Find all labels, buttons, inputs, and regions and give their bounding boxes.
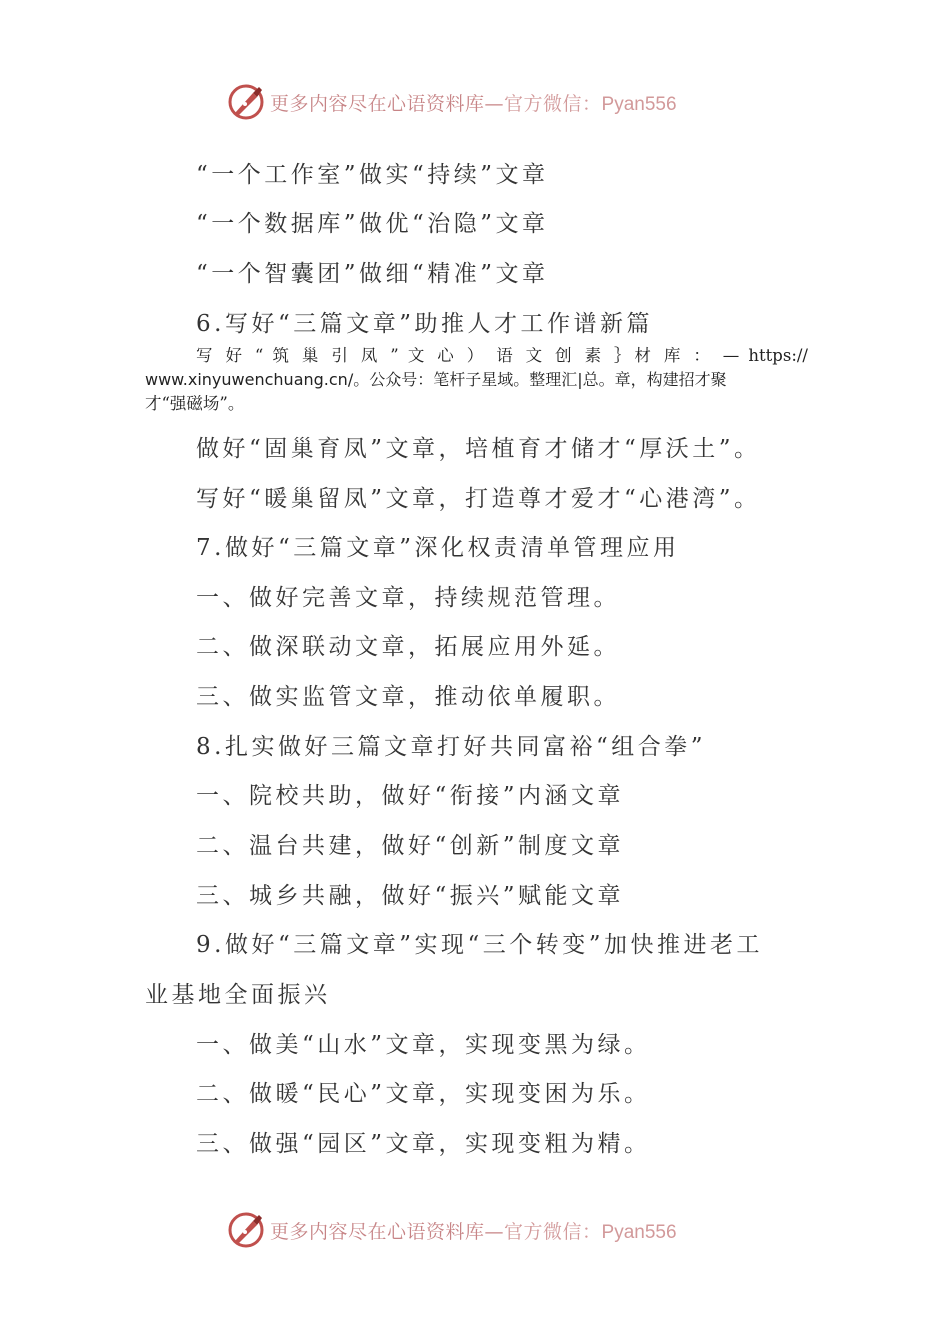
footer-banner-main: 更多内容尽在心语资料库—: [270, 1220, 505, 1243]
text-line: 二、做暖“民心”文章，实现变困为乐。: [196, 1081, 651, 1107]
section-heading: 8.扎实做好三篇文章打好共同富裕“组合拳”: [196, 734, 706, 760]
text-line: “一个智囊团”做细“精准”文章: [196, 261, 549, 287]
footer-banner-wx: 官方微信：: [504, 1220, 602, 1243]
header-banner: [226, 80, 746, 124]
text-line: 一、院校共助，做好“衔接”内涵文章: [196, 783, 625, 809]
inline-note: [145, 344, 808, 416]
pen-nib-logo-icon: [226, 1210, 266, 1250]
text-line: 三、城乡共融，做好“振兴”赋能文章: [196, 883, 625, 909]
footer-banner: [226, 1208, 746, 1252]
section-heading: 7.做好“三篇文章”深化权责清单管理应用: [196, 535, 680, 561]
note-row-2: www.xinyuwenchuang.cn/。公众号：笔杆子星域。整理汇|总。章，构建招才聚: [145, 370, 727, 389]
section-heading: 9.做好“三篇文章”实现“三个转变”加快推进老工: [196, 932, 763, 958]
section-heading-continued: 业基地全面振兴: [145, 982, 331, 1008]
header-banner-text: [270, 89, 677, 116]
text-line: “一个数据库”做优“治隐”文章: [196, 211, 549, 237]
note-row-1: 写 好 “ 筑 巢 引 凤 ” 文 心 ） 语 文 创 素 ｝材 库 ： — https://: [196, 346, 808, 365]
footer-banner-text: [270, 1217, 677, 1244]
text-line: 一、做好完善文章，持续规范管理。: [196, 585, 620, 611]
header-banner-wx: 官方微信：: [504, 92, 602, 115]
text-line: 做好“固巢育凤”文章，培植育才储才“厚沃土”。: [196, 436, 761, 462]
text-line: 二、做深联动文章，拓展应用外延。: [196, 634, 620, 660]
section-heading: 6.写好“三篇文章”助推人才工作谱新篇: [196, 311, 653, 337]
header-banner-main: 更多内容尽在心语资料库—: [270, 92, 505, 115]
text-line: 三、做强“园区”文章，实现变粗为精。: [196, 1131, 651, 1157]
footer-banner-id: Pyan556: [601, 1221, 677, 1243]
text-line: 一、做美“山水”文章，实现变黑为绿。: [196, 1032, 651, 1058]
text-line: “一个工作室”做实“持续”文章: [196, 162, 549, 188]
pen-nib-logo-icon: [226, 82, 266, 122]
text-line: 三、做实监管文章，推动依单履职。: [196, 684, 620, 710]
text-line: 二、温台共建，做好“创新”制度文章: [196, 833, 625, 859]
text-line: 写好“暖巢留凤”文章，打造尊才爱才“心港湾”。: [196, 486, 761, 512]
note-row-3: 才“强磁场”。: [145, 394, 245, 413]
header-banner-id: Pyan556: [601, 93, 677, 115]
